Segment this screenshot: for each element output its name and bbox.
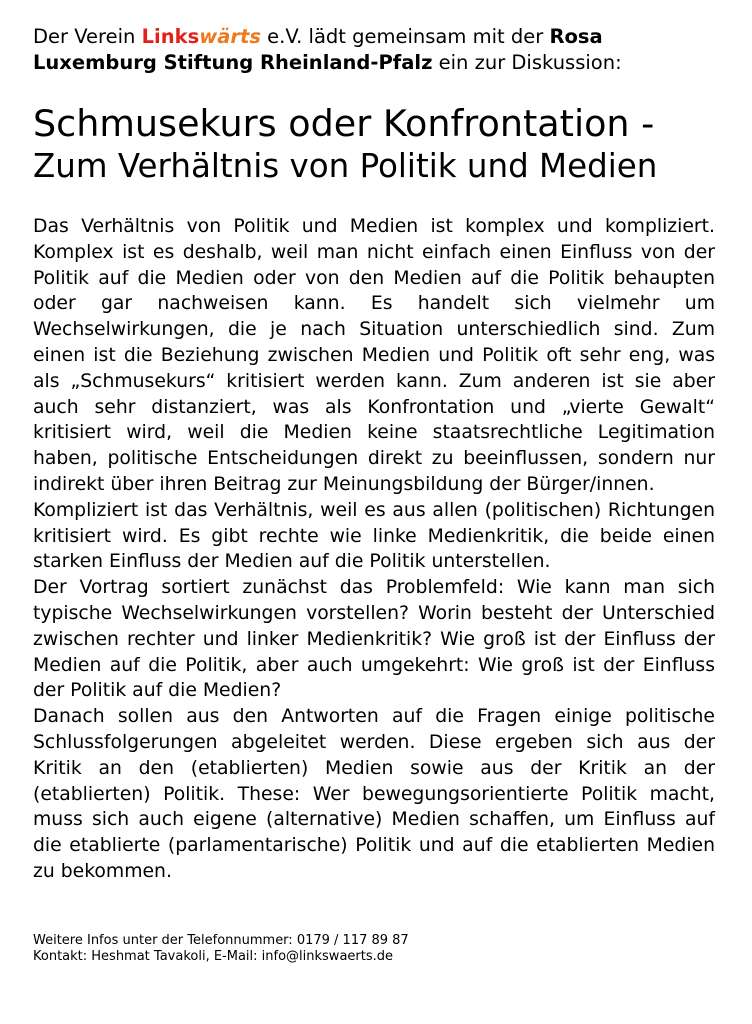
- title-line-2: Zum Verhältnis von Politik und Medien: [33, 147, 658, 185]
- body-paragraph-2: Kompliziert ist das Verhältnis, weil es aus allen (politischen) Richtungen kritisiert wird. Es gibt rechte wie linke Medienkritik, die beide einen starken Einfluss der Medien auf die Politik unterstellen.: [33, 499, 715, 573]
- intro-middle: e.V. lädt gemeinsam mit der: [260, 25, 550, 48]
- intro-suffix: ein zur Diskussion:: [432, 51, 622, 74]
- brand-name-waerts: wärts: [199, 25, 261, 48]
- contact-footer: [33, 933, 409, 965]
- flyer-page: [33, 24, 715, 885]
- body-text: [33, 214, 715, 885]
- organization-name: Rosa Luxemburg Stiftung Rheinland-Pfalz: [33, 25, 603, 74]
- title-line-1: Schmusekurs oder Konfrontation -: [33, 102, 655, 145]
- intro-text: [33, 24, 715, 76]
- body-paragraph-1: Das Verhältnis von Politik und Medien ist komplex und kompliziert. Komplex ist es deshalb, weil man nicht einfach einen Einfluss von der Politik auf die Medien oder von den Medien auf die Politik behaupten oder gar nachweisen kann. Es handelt sich vielmehr um Wechselwirkungen, die je nach Situation unterschiedlich sind. Zum einen ist die Beziehung zwischen Medien und Politik oft sehr eng, was als „Schmusekurs“ kritisiert werden kann. Zum anderen ist sie aber auch sehr distanziert, was als Konfrontation und „vierte Gewalt“ kritisiert wird, weil die Medien keine staatsrechtliche Legitimation haben, politische Entscheidungen direkt zu beeinflussen, sondern nur indirekt über ihren Beitrag zur Meinungsbildung der Bürger/innen.: [33, 216, 715, 495]
- brand-name-links: Links: [141, 25, 200, 48]
- body-paragraph-4: Danach sollen aus den Antworten auf die Fragen einige politische Schlussfolgerungen abgeleitet werden. Diese ergeben sich aus der Kritik an den (etablierten) Medien sowie aus der Kritik an der (etablierten) Politik. These: Wer bewegungsorientierte Politik macht, muss sich auch eigene (alternative) Medien schaffen, um Einfluss auf die etablierte (parlamentarische) Politik und auf die etablierten Medien zu bekommen.: [33, 706, 715, 882]
- body-paragraph-3: Der Vortrag sortiert zunächst das Problemfeld: Wie kann man sich typische Wechselwirkungen vorstellen? Worin besteht der Unterschied zwischen rechter und linker Medienkritik? Wie groß ist der Einfluss der Medien auf die Politik, aber auch umgekehrt: Wie groß ist der Einfluss der Politik auf die Medien?: [33, 577, 715, 702]
- footer-phone-line: Weitere Infos unter der Telefonnummer: 0179 / 117 89 87: [33, 933, 409, 948]
- footer-contact-line: Kontakt: Heshmat Tavakoli, E-Mail: info@linkswaerts.de: [33, 949, 394, 964]
- intro-prefix: Der Verein: [33, 25, 142, 48]
- page-title: [33, 102, 715, 186]
